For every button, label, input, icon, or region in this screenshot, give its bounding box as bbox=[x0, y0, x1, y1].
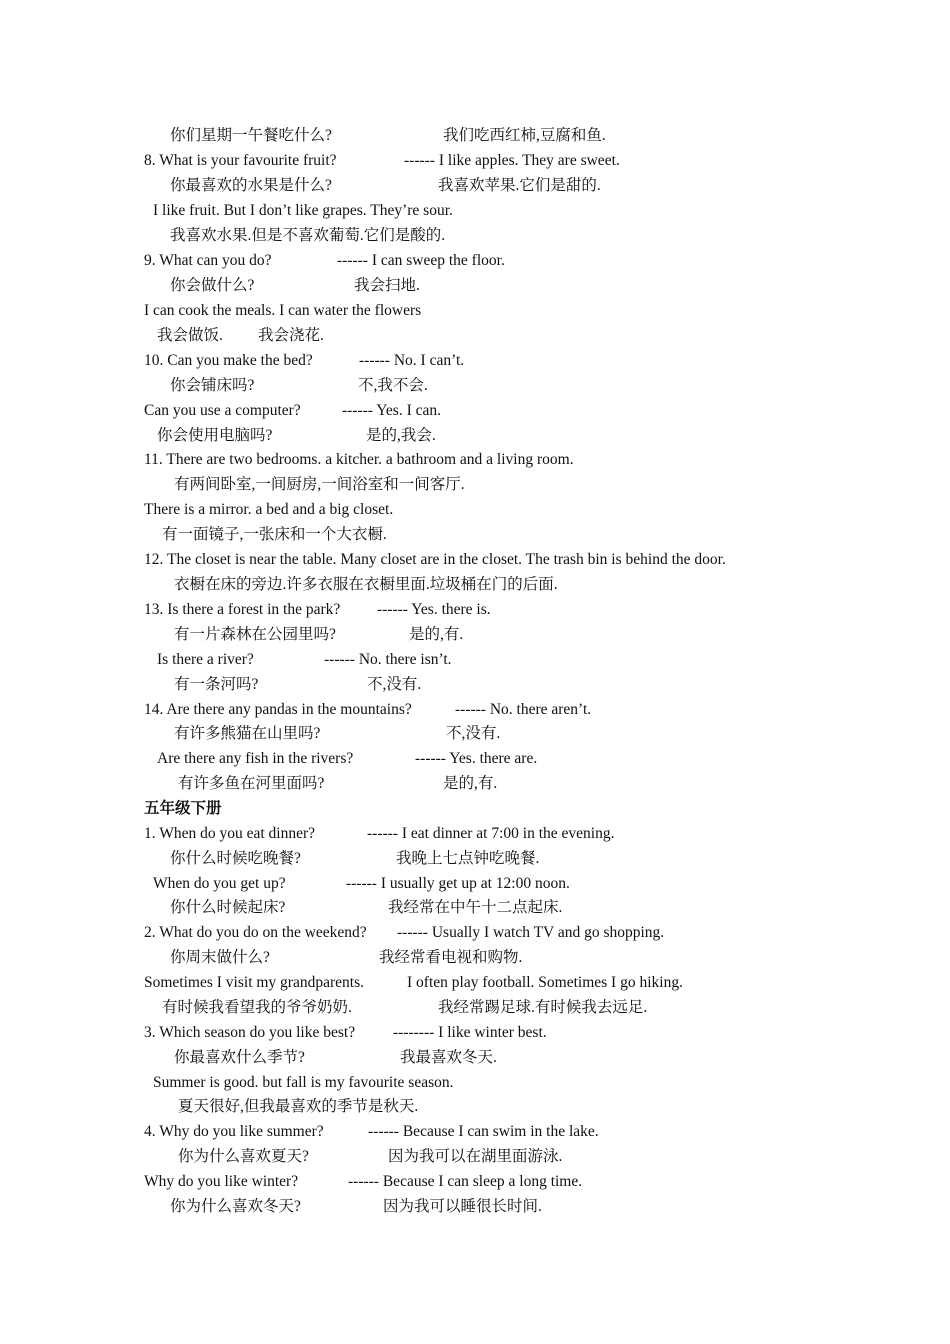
text-line bbox=[0, 996, 950, 1020]
line-text-answer: 是的,有. bbox=[409, 626, 464, 643]
text-line bbox=[0, 424, 950, 448]
line-text: 13. Is there a forest in the park? bbox=[144, 601, 341, 618]
text-line bbox=[0, 822, 950, 846]
line-text: 你为什么喜欢冬天? bbox=[170, 1198, 301, 1215]
text-line bbox=[0, 199, 950, 223]
text-line bbox=[0, 971, 950, 995]
text-line bbox=[0, 698, 950, 722]
text-line bbox=[0, 374, 950, 398]
line-text-answer: 因为我可以在湖里面游泳. bbox=[388, 1148, 563, 1165]
text-line bbox=[0, 349, 950, 373]
line-text: Is there a river? bbox=[157, 651, 254, 668]
text-line bbox=[0, 946, 950, 970]
line-text-answer: ------ Yes. there is. bbox=[377, 601, 491, 618]
line-text: 9. What can you do? bbox=[144, 252, 272, 269]
text-line bbox=[0, 548, 950, 572]
text-line bbox=[0, 872, 950, 896]
line-text: When do you get up? bbox=[153, 875, 286, 892]
line-text: 有两间卧室,一间厨房,一间浴室和一间客厅. bbox=[174, 476, 465, 493]
line-text: 衣橱在床的旁边.许多衣服在衣橱里面.垃圾桶在门的后面. bbox=[174, 576, 558, 593]
line-text: 3. Which season do you like best? bbox=[144, 1024, 356, 1041]
text-line bbox=[0, 1145, 950, 1169]
line-text: 11. There are two bedrooms. a kitcher. a bathroom and a living room. bbox=[144, 451, 574, 468]
line-text: 夏天很好,但我最喜欢的季节是秋天. bbox=[178, 1098, 419, 1115]
line-text-answer: ------ No. I can’t. bbox=[359, 352, 465, 369]
line-text-answer: 我经常踢足球.有时候我去远足. bbox=[438, 999, 648, 1016]
line-text: 你什么时候起床? bbox=[170, 899, 286, 916]
text-line bbox=[0, 399, 950, 423]
text-line bbox=[0, 324, 950, 348]
line-text-answer: ------ Usually I watch TV and go shopping. bbox=[397, 924, 665, 941]
text-line bbox=[0, 598, 950, 622]
line-text-answer: ------ No. there isn’t. bbox=[324, 651, 452, 668]
line-text: 有一条河吗? bbox=[174, 676, 259, 693]
text-line bbox=[0, 921, 950, 945]
text-line bbox=[0, 673, 950, 697]
line-text: 你最喜欢的水果是什么? bbox=[170, 177, 332, 194]
text-line bbox=[0, 448, 950, 472]
line-text: 你什么时候吃晚餐? bbox=[170, 850, 301, 867]
text-line bbox=[0, 896, 950, 920]
line-text: There is a mirror. a bed and a big closet. bbox=[144, 501, 394, 518]
text-line bbox=[0, 498, 950, 522]
line-text: I like fruit. But I don’t like grapes. They’re sour. bbox=[153, 202, 453, 219]
line-text-answer: -------- I like winter best. bbox=[393, 1024, 547, 1041]
line-text: 8. What is your favourite fruit? bbox=[144, 152, 337, 169]
line-text: 10. Can you make the bed? bbox=[144, 352, 313, 369]
line-text-answer: 我会扫地. bbox=[354, 277, 420, 294]
line-text-answer: I often play football. Sometimes I go hiking. bbox=[407, 974, 683, 991]
text-line bbox=[0, 1195, 950, 1219]
line-text-answer: ------ I like apples. They are sweet. bbox=[404, 152, 620, 169]
line-text-answer: 不,我不会. bbox=[358, 377, 428, 394]
line-text: 2. What do you do on the weekend? bbox=[144, 924, 367, 941]
text-line bbox=[0, 1120, 950, 1144]
text-line bbox=[0, 473, 950, 497]
line-text: I can cook the meals. I can water the flowers bbox=[144, 302, 422, 319]
line-text: 你周末做什么? bbox=[170, 949, 270, 966]
line-text: 12. The closet is near the table. Many closet are in the closet. The trash bin is behind the door. bbox=[144, 551, 726, 568]
line-text-answer: ------ I eat dinner at 7:00 in the evening. bbox=[367, 825, 615, 842]
line-text: 4. Why do you like summer? bbox=[144, 1123, 324, 1140]
line-text-answer: 因为我可以睡很长时间. bbox=[383, 1198, 542, 1215]
line-text: 你为什么喜欢夏天? bbox=[178, 1148, 309, 1165]
text-line bbox=[0, 299, 950, 323]
line-text-answer: ------ Because I can swim in the lake. bbox=[368, 1123, 599, 1140]
text-line bbox=[0, 1046, 950, 1070]
line-text-answer: 我会浇花. bbox=[258, 327, 324, 344]
line-text: Sometimes I visit my grandparents. bbox=[144, 974, 364, 991]
line-text: 14. Are there any pandas in the mountains? bbox=[144, 701, 412, 718]
line-text: 我会做饭. bbox=[157, 327, 223, 344]
line-text-answer: 我经常在中午十二点起床. bbox=[388, 899, 563, 916]
line-text-answer: ------ Yes. I can. bbox=[342, 402, 441, 419]
line-text: Why do you like winter? bbox=[144, 1173, 299, 1190]
line-text-answer: 不,没有. bbox=[367, 676, 422, 693]
text-line bbox=[0, 174, 950, 198]
line-text-answer: ------ No. there aren’t. bbox=[455, 701, 592, 718]
line-text-answer: ------ Because I can sleep a long time. bbox=[348, 1173, 583, 1190]
line-text-answer: ------ I usually get up at 12:00 noon. bbox=[346, 875, 570, 892]
line-text-answer: 是的,有. bbox=[443, 775, 498, 792]
line-text-answer: 我喜欢苹果.它们是甜的. bbox=[438, 177, 601, 194]
line-text: 你会做什么? bbox=[170, 277, 255, 294]
text-line bbox=[0, 1071, 950, 1095]
text-line bbox=[0, 249, 950, 273]
line-text: Can you use a computer? bbox=[144, 402, 301, 419]
line-text: 有许多鱼在河里面吗? bbox=[178, 775, 325, 792]
text-line bbox=[0, 1170, 950, 1194]
line-text: Are there any fish in the rivers? bbox=[157, 750, 354, 767]
text-line bbox=[0, 772, 950, 796]
text-line bbox=[0, 224, 950, 248]
line-text: 有时候我看望我的爷爷奶奶. bbox=[162, 999, 352, 1016]
line-text-answer: 我们吃西红柿,豆腐和鱼. bbox=[443, 127, 606, 144]
line-text-answer: ------ I can sweep the floor. bbox=[337, 252, 505, 269]
line-text: 你们星期一午餐吃什么? bbox=[170, 127, 332, 144]
text-line bbox=[0, 274, 950, 298]
section-heading-text: 五年级下册 bbox=[144, 800, 222, 817]
text-line bbox=[0, 573, 950, 597]
line-text-answer: 我经常看电视和购物. bbox=[379, 949, 523, 966]
text-line bbox=[0, 523, 950, 547]
text-line bbox=[0, 149, 950, 173]
line-text: 我喜欢水果.但是不喜欢葡萄.它们是酸的. bbox=[170, 227, 446, 244]
text-line bbox=[0, 847, 950, 871]
line-text: 有一面镜子,一张床和一个大衣橱. bbox=[162, 526, 387, 543]
line-text: 有一片森林在公园里吗? bbox=[174, 626, 336, 643]
line-text-answer: 不,没有. bbox=[446, 725, 501, 742]
line-text: 你最喜欢什么季节? bbox=[174, 1049, 305, 1066]
text-line bbox=[0, 124, 950, 148]
line-text: 有许多熊猫在山里吗? bbox=[174, 725, 321, 742]
line-text: 1. When do you eat dinner? bbox=[144, 825, 316, 842]
text-line bbox=[0, 722, 950, 746]
line-text-answer: 我晚上七点钟吃晚餐. bbox=[396, 850, 540, 867]
section-heading bbox=[0, 797, 950, 821]
text-line bbox=[0, 648, 950, 672]
line-text-answer: ------ Yes. there are. bbox=[415, 750, 538, 767]
line-text-answer: 我最喜欢冬天. bbox=[400, 1049, 497, 1066]
line-text: Summer is good. but fall is my favourite season. bbox=[153, 1074, 454, 1091]
text-line bbox=[0, 1021, 950, 1045]
line-text-answer: 是的,我会. bbox=[366, 427, 436, 444]
line-text: 你会铺床吗? bbox=[170, 377, 255, 394]
text-line bbox=[0, 1095, 950, 1119]
text-line bbox=[0, 747, 950, 771]
line-text: 你会使用电脑吗? bbox=[157, 427, 273, 444]
text-line bbox=[0, 623, 950, 647]
